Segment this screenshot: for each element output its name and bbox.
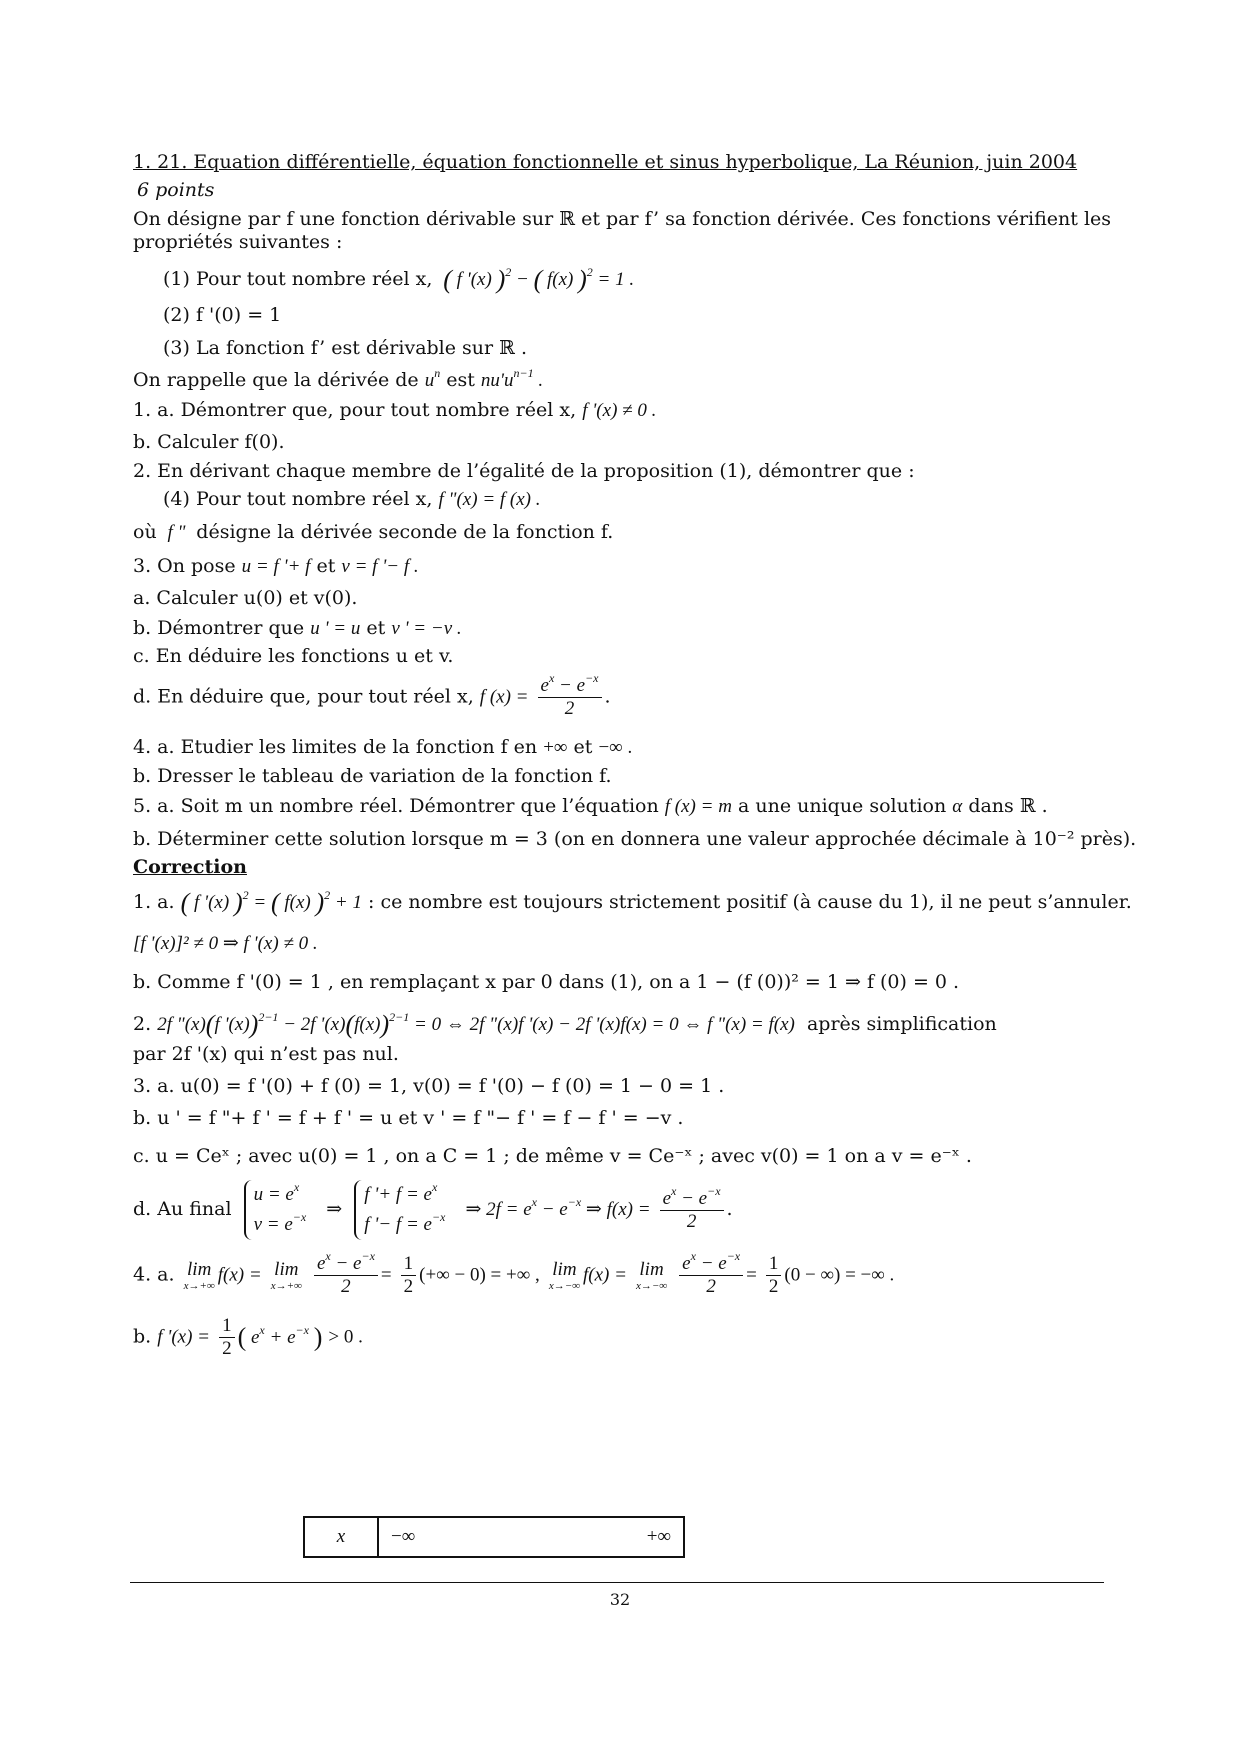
second-derivative-note: où f " désigne la dérivée seconde de la fonction f. <box>133 521 614 543</box>
question-3: 3. On pose u = f '+ f et v = f '− f . <box>133 555 419 577</box>
correction-heading: Correction <box>133 856 247 878</box>
question-4a: 4. a. Etudier les limites de la fonction f en +∞ et −∞ . <box>133 736 633 758</box>
correction-3a: 3. a. u(0) = f '(0) + f (0) = 1, v(0) = f '(0) − f (0) = 1 − 0 = 1 . <box>133 1075 725 1097</box>
question-1a: 1. a. Démontrer que, pour tout nombre réel x, f '(x) ≠ 0 . <box>133 399 657 421</box>
correction-4a: 4. a. lim x→+∞ f(x) = lim x→+∞ $\frac{e^x - e^{-x}}{2}$ = $\frac{1}{2}$ (+∞ − 0) = +∞ , lim x→−∞ f(x) = lim x→−∞ $\frac{e^x - e^{-x}}{2}$ = $\frac{1}{2}$ (0 − ∞) = −∞ . <box>133 1249 895 1297</box>
question-4b: b. Dresser le tableau de variation de la fonction f. <box>133 765 612 787</box>
system-f: f '+ $f = e^x$ f '− $f = e^{-x}$ <box>354 1180 453 1240</box>
correction-3b: b. u ' = f "+ f ' = f + f ' = u et v ' = f "− f ' = f − f ' = −v . <box>133 1107 684 1129</box>
exercise-title: 1. 21. Equation différentielle, équation fonctionnelle et sinus hyperbolique, La Réunion, juin 2004 <box>133 151 1078 173</box>
property-1 <box>163 267 634 292</box>
property-2: (2) f '(0) = 1 <box>163 304 282 326</box>
question-3c: c. En déduire les fonctions u et v. <box>133 645 454 667</box>
footer-rule <box>130 1582 1104 1583</box>
property-1-label: (1) Pour tout nombre réel x, <box>163 268 433 290</box>
property-1-equation: ( f '(x) )$^2$ − ( f(x) )$^2$ = 1 . <box>443 265 635 294</box>
sinh-fraction: $\frac{e^x - e^{-x}}{2}$ <box>538 675 602 720</box>
intro-line-2: propriétés suivantes : <box>133 231 343 253</box>
page-number: 32 <box>609 1590 631 1609</box>
correction-1a: 1. a. ( f '(x) )$^2$ = ( f(x) )$^2$ + 1 : ce nombre est toujours strictement positif (à cause du 1), il ne peut s’annuler. <box>133 888 1132 917</box>
system-uv: $u = e^x$ $v = e^{-x}$ <box>244 1180 315 1240</box>
table-x-range: −∞ +∞ <box>378 1517 684 1557</box>
intro-line-1: On désigne par f une fonction dérivable sur ℝ et par f’ sa fonction dérivée. Ces fonctions vérifient les <box>133 208 1112 230</box>
question-1b: b. Calculer f(0). <box>133 431 285 453</box>
property-4: (4) Pour tout nombre réel x, f "(x) = f (x) . <box>163 488 541 510</box>
variation-table <box>303 1516 685 1558</box>
question-3a: a. Calculer u(0) et v(0). <box>133 587 358 609</box>
question-5b: b. Déterminer cette solution lorsque m = 3 (on en donnera une valeur approchée décimale à 10⁻² près). <box>133 828 1137 850</box>
correction-2-line2: par 2f '(x) qui n’est pas nul. <box>133 1043 399 1065</box>
correction-3d: d. Au final $u = e^x$ $v = e^{-x}$ ⇒ f '+ $f = e^x$ f '− $f = e^{-x}$ ⇒ $2f = e^x - e^{-x}$ ⇒ f(x) = $\frac{e^x - e^{-x}}{2}$ . <box>133 1180 733 1240</box>
correction-4b: b. f '(x) = $\frac{1}{2}$ ( $e^x + e^{-x}$ ) > 0 . <box>133 1315 363 1359</box>
property-3: (3) La fonction f’ est dérivable sur ℝ . <box>163 337 528 359</box>
question-3d: d. En déduire que, pour tout réel x, f (x) = $\frac{e^x - e^{-x}}{2}$ . <box>133 671 611 719</box>
correction-3c: c. u = Ceˣ ; avec u(0) = 1 , on a C = 1 ; de même v = Ce⁻ˣ ; avec v(0) = 1 on a v = e⁻ˣ . <box>133 1145 972 1167</box>
correction-2: 2. 2f "(x)(f '(x))$^{2-1}$ − 2f '$(x)(f(x))^{2-1} = 0$ ⇔ 2f "(x)f '(x) − 2f '(x)f(x) = 0 ⇔ f "(x) = f(x) après simplification <box>133 1010 997 1039</box>
question-5a: 5. a. Soit m un nombre réel. Démontrer que l’équation f (x) = m a une unique solution α dans ℝ . <box>133 795 1048 817</box>
question-2: 2. En dérivant chaque membre de l’égalité de la proposition (1), démontrer que : <box>133 460 915 482</box>
points-label: 6 points <box>137 179 215 201</box>
rappel-line: On rappelle que la dérivée de $u^n$ est $nu'u^{n-1}$ . <box>133 366 544 391</box>
table-x-label: x <box>304 1517 378 1557</box>
question-3b: b. Démontrer que u ' = u et v ' = −v . <box>133 617 462 639</box>
correction-1b: b. Comme f '(0) = 1 , en remplaçant x par 0 dans (1), on a 1 − (f (0))² = 1 ⇒ f (0) = 0 . <box>133 971 960 993</box>
correction-1a-line2: [f '(x)]² ≠ 0 ⇒ f '(x) ≠ 0 . <box>133 933 318 954</box>
